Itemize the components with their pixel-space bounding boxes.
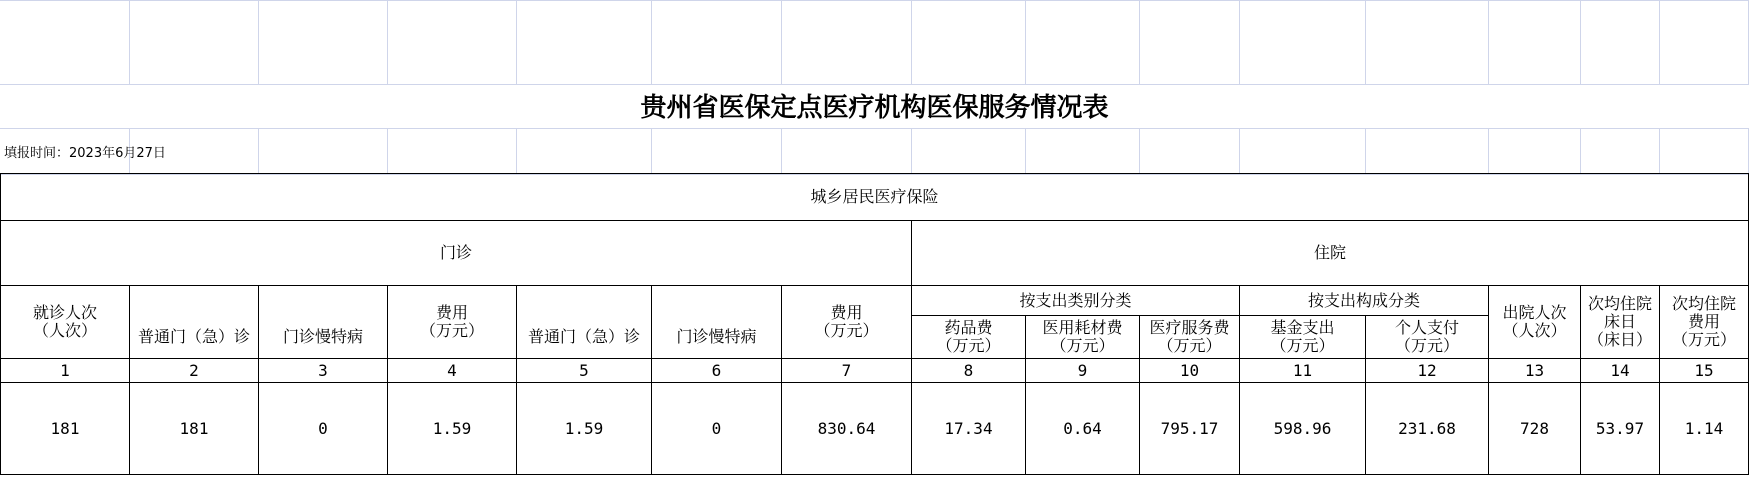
column-number: 1 (1, 359, 130, 383)
column-number: 4 (388, 359, 517, 383)
service-table (0, 173, 1749, 475)
value-personal-payment: 231.68 (1366, 383, 1489, 475)
column-number: 8 (912, 359, 1026, 383)
header-personal-payment: 个人支付 （万元） (1366, 316, 1489, 359)
blank-cell (259, 286, 388, 316)
header-fund-expense: 基金支出 （万元） (1240, 316, 1366, 359)
report-date: 填报时间：2023年6月27日 (4, 146, 166, 161)
header-avg-bed-days: 次均住院 床日 （床日） (1581, 286, 1660, 359)
header-visits: 就诊人次 （人次） (1, 286, 130, 359)
value-chronic-disease-cost: 0 (652, 383, 782, 475)
column-number: 5 (517, 359, 652, 383)
value-discharges: 728 (1489, 383, 1581, 475)
value-avg-bed-days: 53.97 (1581, 383, 1660, 475)
value-service-cost: 795.17 (1140, 383, 1240, 475)
header-outpatient-cost: 费用 （万元） (388, 286, 517, 359)
value-consumables-cost: 0.64 (1026, 383, 1140, 475)
value-visits: 181 (1, 383, 130, 475)
table-row (1, 174, 1749, 221)
column-number: 6 (652, 359, 782, 383)
header-general-outpatient-cost: 普通门（急）诊 (517, 316, 652, 359)
value-avg-inpatient-cost: 1.14 (1660, 383, 1749, 475)
table-row (1, 359, 1749, 383)
header-avg-inpatient-cost: 次均住院 费用 （万元） (1660, 286, 1749, 359)
value-inpatient-cost: 830.64 (782, 383, 912, 475)
column-number: 10 (1140, 359, 1240, 383)
column-number: 12 (1366, 359, 1489, 383)
column-number: 11 (1240, 359, 1366, 383)
column-number: 13 (1489, 359, 1581, 383)
header-drug-cost: 药品费 （万元） (912, 316, 1026, 359)
table-row (1, 286, 1749, 316)
column-number: 3 (259, 359, 388, 383)
value-general-outpatient: 181 (130, 383, 259, 475)
column-number: 9 (1026, 359, 1140, 383)
header-service-cost: 医疗服务费 （万元） (1140, 316, 1240, 359)
column-number: 2 (130, 359, 259, 383)
table-row (1, 221, 1749, 286)
column-number: 14 (1581, 359, 1660, 383)
header-discharges: 出院人次 （人次） (1489, 286, 1581, 359)
value-chronic-disease: 0 (259, 383, 388, 475)
blank-cell (130, 286, 259, 316)
table-row (1, 383, 1749, 475)
blank-cell (652, 286, 782, 316)
value-general-outpatient-cost: 1.59 (517, 383, 652, 475)
column-number: 7 (782, 359, 912, 383)
header-inpatient-cost: 费用 （万元） (782, 286, 912, 359)
header-by-structure: 按支出构成分类 (1240, 286, 1489, 316)
inpatient-header: 住院 (912, 221, 1749, 286)
header-chronic-disease: 门诊慢特病 (259, 316, 388, 359)
value-outpatient-cost: 1.59 (388, 383, 517, 475)
header-by-category: 按支出类别分类 (912, 286, 1240, 316)
header-consumables-cost: 医用耗材费 （万元） (1026, 316, 1140, 359)
value-fund-expense: 598.96 (1240, 383, 1366, 475)
header-chronic-disease-cost: 门诊慢特病 (652, 316, 782, 359)
outpatient-header: 门诊 (1, 221, 912, 286)
insurance-type-header: 城乡居民医疗保险 (1, 174, 1749, 221)
header-general-outpatient: 普通门（急）诊 (130, 316, 259, 359)
value-drug-cost: 17.34 (912, 383, 1026, 475)
blank-cell (517, 286, 652, 316)
column-number: 15 (1660, 359, 1749, 383)
report-title: 贵州省医保定点医疗机构医保服务情况表 (640, 92, 1109, 123)
